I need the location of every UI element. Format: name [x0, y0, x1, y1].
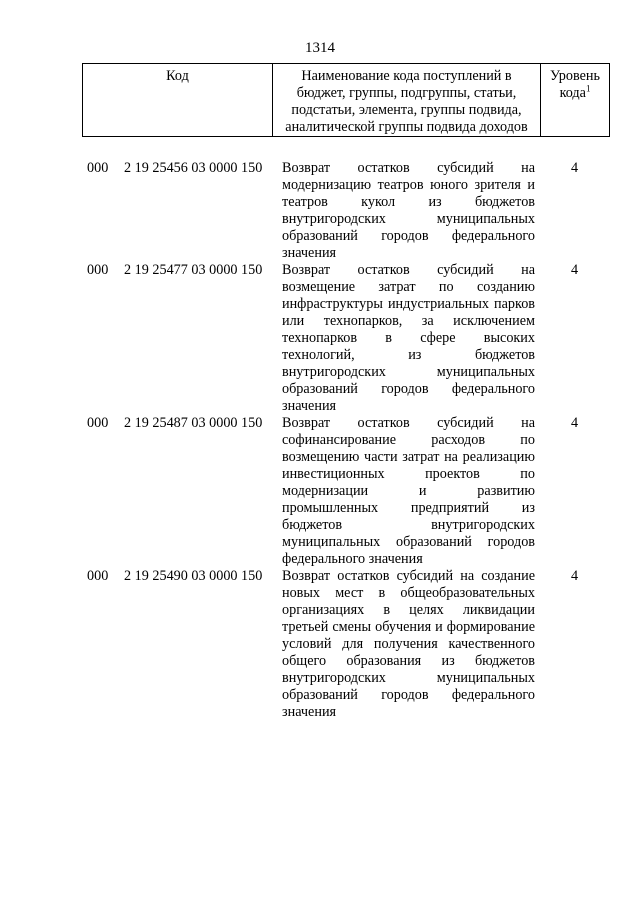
row-name: Возврат остатков субсидий на модернизацию театров юного зрителя и театров кукол из бюджетов внутригородских муниципальных образований городов федерального значения: [282, 160, 535, 261]
table-row: [0, 415, 640, 568]
row-name: Возврат остатков субсидий на возмещение затрат по созданию инфраструктуры индустриальных парков или технопарков, за исключением технопарков в сфере высоких технологий, из бюджетов внутригородских муниципальных образований городов федерального значения: [282, 262, 535, 414]
row-name: Возврат остатков субсидий на создание новых мест в общеобразовательных организациях в целях ликвидации третьей смены обучения и формирование условий для получения качественного общего образования из бюджетов внутригородских муниципальных образований городов федерального значения: [282, 568, 535, 720]
table-header: [82, 63, 610, 137]
row-name: Возврат остатков субсидий на софинансирование расходов по возмещению части затрат на реализацию инвестиционных проектов по модернизации и развитию промышленных предприятий из бюджетов внутригородских муниципальных образований городов федерального значения: [282, 415, 535, 567]
row-level: 4: [571, 160, 579, 176]
row-revenue-code: 2 19 25487 03 0000 150: [124, 415, 263, 431]
row-level: 4: [571, 262, 579, 278]
header-level-label: Уровень кода: [550, 68, 600, 101]
table-body: [0, 160, 640, 721]
row-admin-code: 000: [87, 415, 109, 431]
row-revenue-code: 2 19 25456 03 0000 150: [124, 160, 263, 176]
header-code: Код: [83, 64, 273, 136]
row-revenue-code: 2 19 25477 03 0000 150: [124, 262, 263, 278]
row-admin-code: 000: [87, 262, 109, 278]
table-row: [0, 262, 640, 415]
table-row: [0, 160, 640, 262]
header-name: Наименование кода поступлений в бюджет, группы, подгруппы, статьи, подстатьи, элемента, группы подвида, аналитической группы подвида доходов: [273, 64, 541, 136]
row-level: 4: [571, 415, 579, 431]
table-row: [0, 568, 640, 721]
row-admin-code: 000: [87, 568, 109, 584]
header-level-footnote: 1: [585, 83, 591, 94]
row-admin-code: 000: [87, 160, 109, 176]
page-number: 1314: [305, 40, 335, 56]
row-revenue-code: 2 19 25490 03 0000 150: [124, 568, 263, 584]
header-level: [541, 64, 609, 136]
row-level: 4: [571, 568, 579, 584]
